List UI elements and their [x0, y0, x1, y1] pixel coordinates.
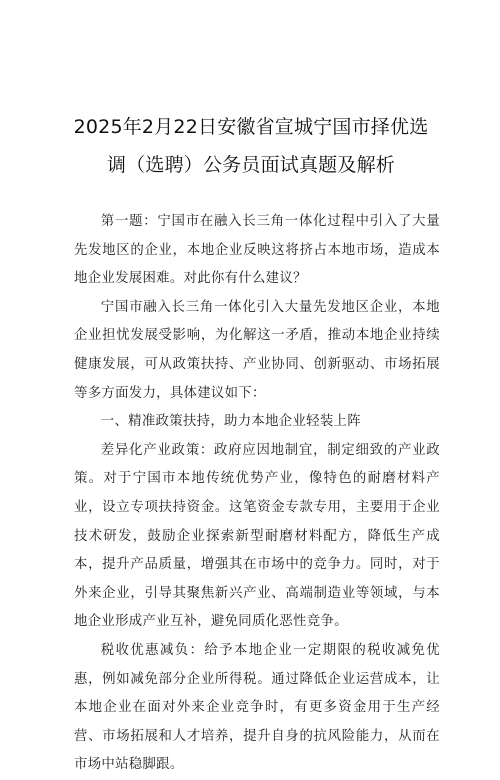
title-line-2: 调（选聘）公务员面试真题及解析 — [106, 154, 395, 176]
body-paragraph: 差异化产业政策：政府应因地制宜，制定细致的产业政策。对于宁国市本地传统优势产业，像特色的耐磨材料产业，设立专项扶持资金。这笔资金专款专用，主要用于企业技术研发，鼓励企业探索新型耐磨材料配方，降低生产成本，提升产品质量，增强其在市场中的竞争力。同时，对于外来企业，引导其聚焦新兴产业、高端制造业等领域，与本地企业形成产业互补，避免同质化恶性竞争。 — [74, 442, 440, 630]
document-title — [62, 108, 440, 184]
question-paragraph: 第一题：宁国市在融入长三角一体化过程中引入了大量先发地区的企业，本地企业反映这将挤占本地市场，造成本地企业发展困难。对此你有什么建议？ — [74, 214, 440, 287]
intro-paragraph: 宁国市融入长三角一体化引入大量先发地区企业，本地企业担忧发展受影响，为化解这一矛盾，推动本地企业持续健康发展，可从政策扶持、产业协同、创新驱动、市场拓展等多方面发力，具体建议如下： — [74, 299, 440, 401]
section-heading: 一、精准政策扶持，助力本地企业轻装上阵 — [100, 414, 361, 430]
title-line-1: 2025年2月22日安徽省宣城宁国市择优选 — [73, 116, 429, 138]
body-paragraph: 税收优惠减负：给予本地企业一定期限的税收减免优惠，例如减免部分企业所得税。通过降低企业运营成本，让本地企业在面对外来企业竞争时，有更多资金用于生产经营、市场拓展和人才培养，提升自身的抗风险能力，从而在市场中站稳脚跟。 — [74, 642, 440, 773]
document-body — [74, 208, 440, 780]
